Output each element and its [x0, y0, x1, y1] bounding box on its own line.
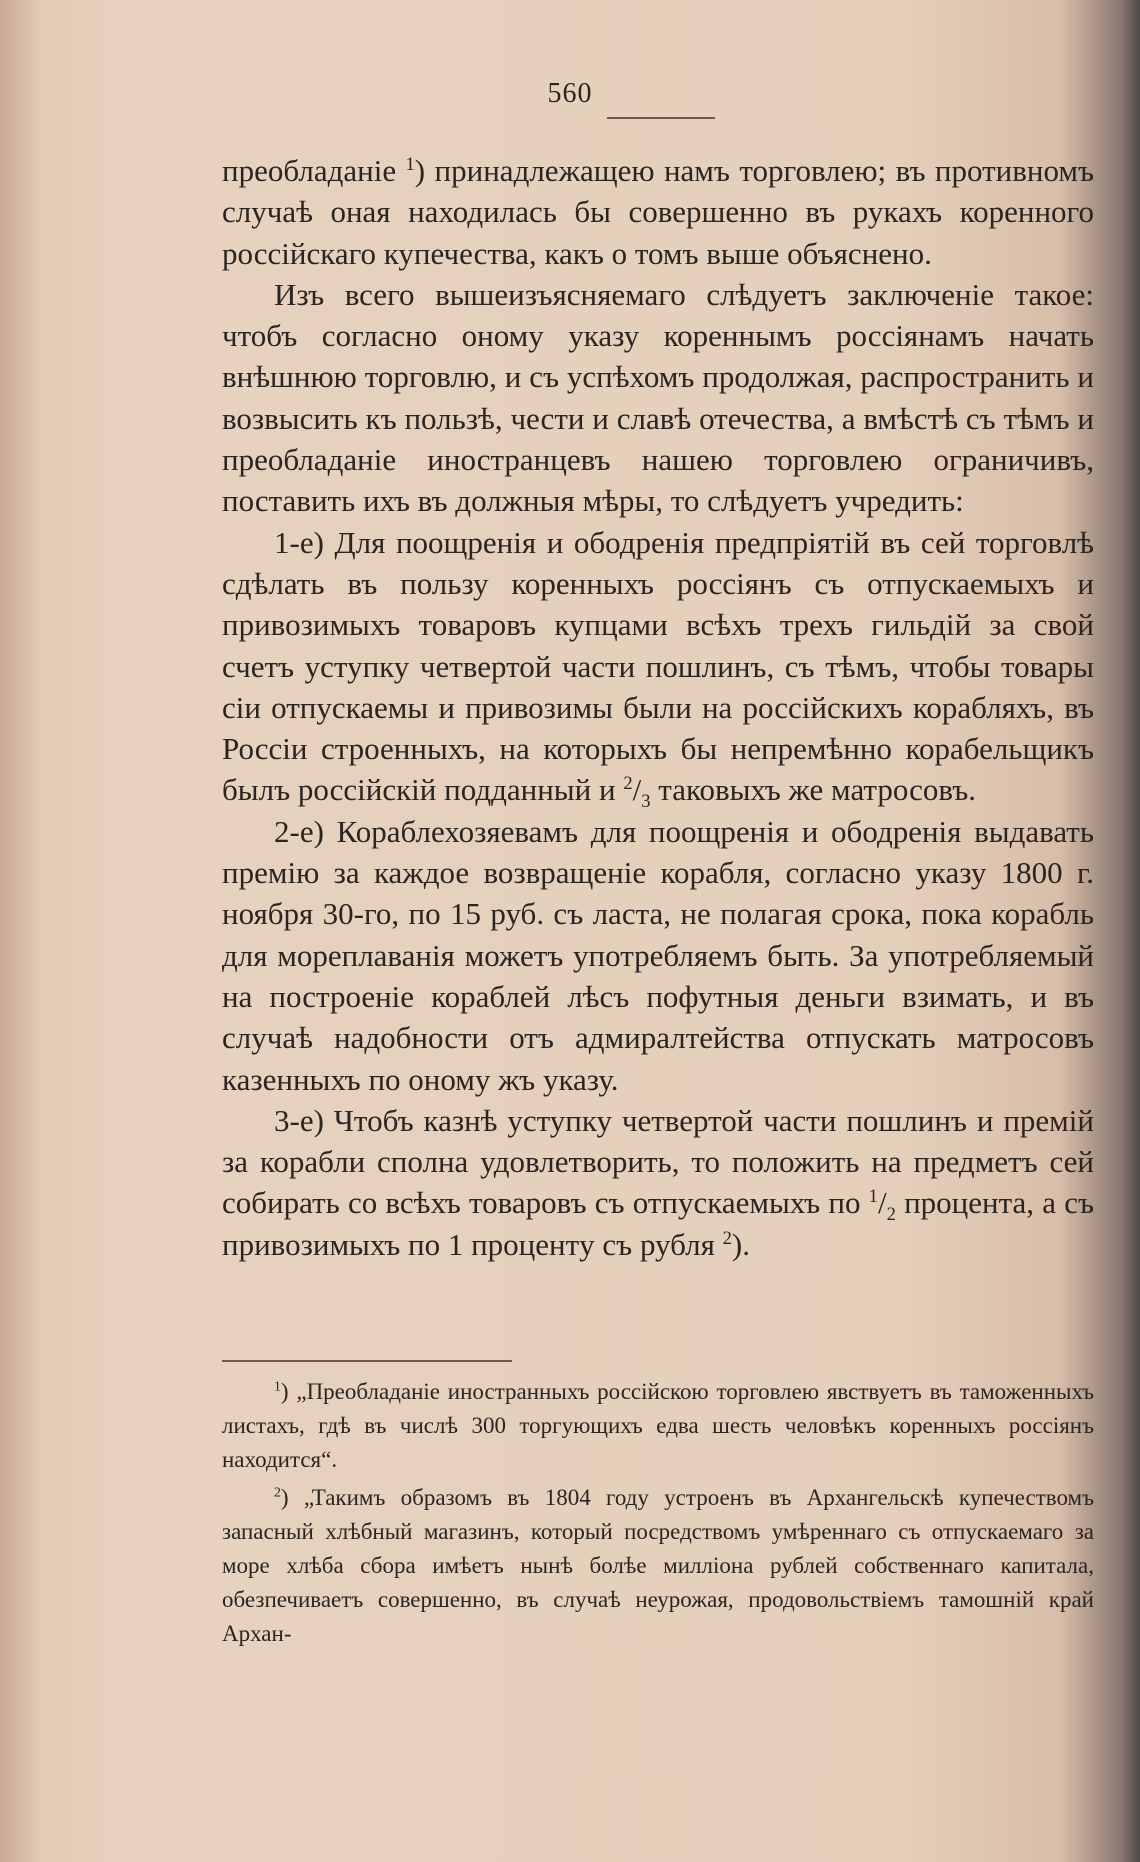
paragraph-4: 2-е) Кораблехозяевамъ для поощренія и ободренія выдавать премію за каждое возвращеніе корабля, согласно указу 1800 г. ноября 30-го, по 15 руб. съ ласта, не полагая срока, пока корабль для мореплаванія можетъ употребляемъ быть. За употребляемый на построеніе кораблей лѣсъ пофутныя деньги взимать, и въ случаѣ надобности отъ адмиралтейства отпускать матросовъ казенныхъ по оному жъ указу.	[222, 813, 1094, 1097]
footnote-1: $^1$) „Преобладаніе иностранныхъ россійскою торговлею явствуетъ въ таможенныхъ листахъ, гдѣ въ числѣ 300 торгующихъ едва шесть человѣкъ коренныхъ россіянъ находится“.	[222, 1378, 1094, 1472]
main-text	[222, 150, 1094, 1265]
footnote-ref-1: 1	[405, 153, 415, 175]
paragraph-2: Изъ всего вышеизъясняемаго слѣдуетъ заключеніе такое: чтобъ согласно оному указу кореннымъ россіянамъ начать внѣшнюю торговлю, и съ успѣхомъ продолжая, распространить и возвысить къ пользѣ, чести и славѣ отечества, а вмѣстѣ съ тѣмъ и преобладаніе иностранцевъ нашею торговлею ограничивъ, поставить ихъ въ должныя мѣры, то слѣдуетъ учредить:	[222, 276, 1094, 519]
footnote-2: $^2$) „Такимъ образомъ въ 1804 году устроенъ въ Архангельскѣ купечествомъ запасный хлѣбный магазинъ, который посредствомъ умѣреннаго съ отпускаемаго за море хлѣба сбора имѣетъ нынѣ болѣе милліона рублей собственнаго капитала, обезпечиваетъ совершенно, въ случаѣ неурожая, продовольствіемъ тамошній край Архан-	[222, 1484, 1094, 1646]
header-rule	[607, 117, 715, 119]
page-number: 560	[547, 78, 593, 109]
footnote-ref-2: 2	[722, 1227, 732, 1249]
footnote-rule	[222, 1360, 512, 1362]
footnotes	[222, 1375, 1094, 1655]
paragraph-5: 3-е) Чтобъ казнѣ уступку четвертой части пошлинъ и премій за корабли сполна удовлетворить, то положить на предметъ сей собирать со всѣхъ товаровъ съ отпускаемыхъ по $^1/_2$ процента, а съ привозимыхъ по 1 процентy съ рубля $^2$).	[222, 1102, 1095, 1262]
paragraph-1: преобладаніе $^1$) принадлежащею намъ торговлею; въ противномъ случаѣ оная находилась бы совершенно въ рукахъ коренного россійскаго купечества, какъ о томъ выше объяснено.	[222, 153, 1095, 271]
paragraph-3: 1-е) Для поощренія и ободренія предпріятій въ сей торговлѣ сдѣлать въ пользу коренныхъ россіянъ съ отпускаемыхъ и привозимыхъ товаровъ купцами всѣхъ трехъ гильдій за свой счетъ уступку четвертой части пошлинъ, съ тѣмъ, чтобы товары сіи отпускаемы и привозимы были на россійскихъ корабляхъ, въ Россіи строенныхъ, на которыхъ бы непремѣнно корабельщикъ былъ россійскій подданный и $^2/_3$ таковыхъ же матросовъ.	[222, 524, 1094, 813]
